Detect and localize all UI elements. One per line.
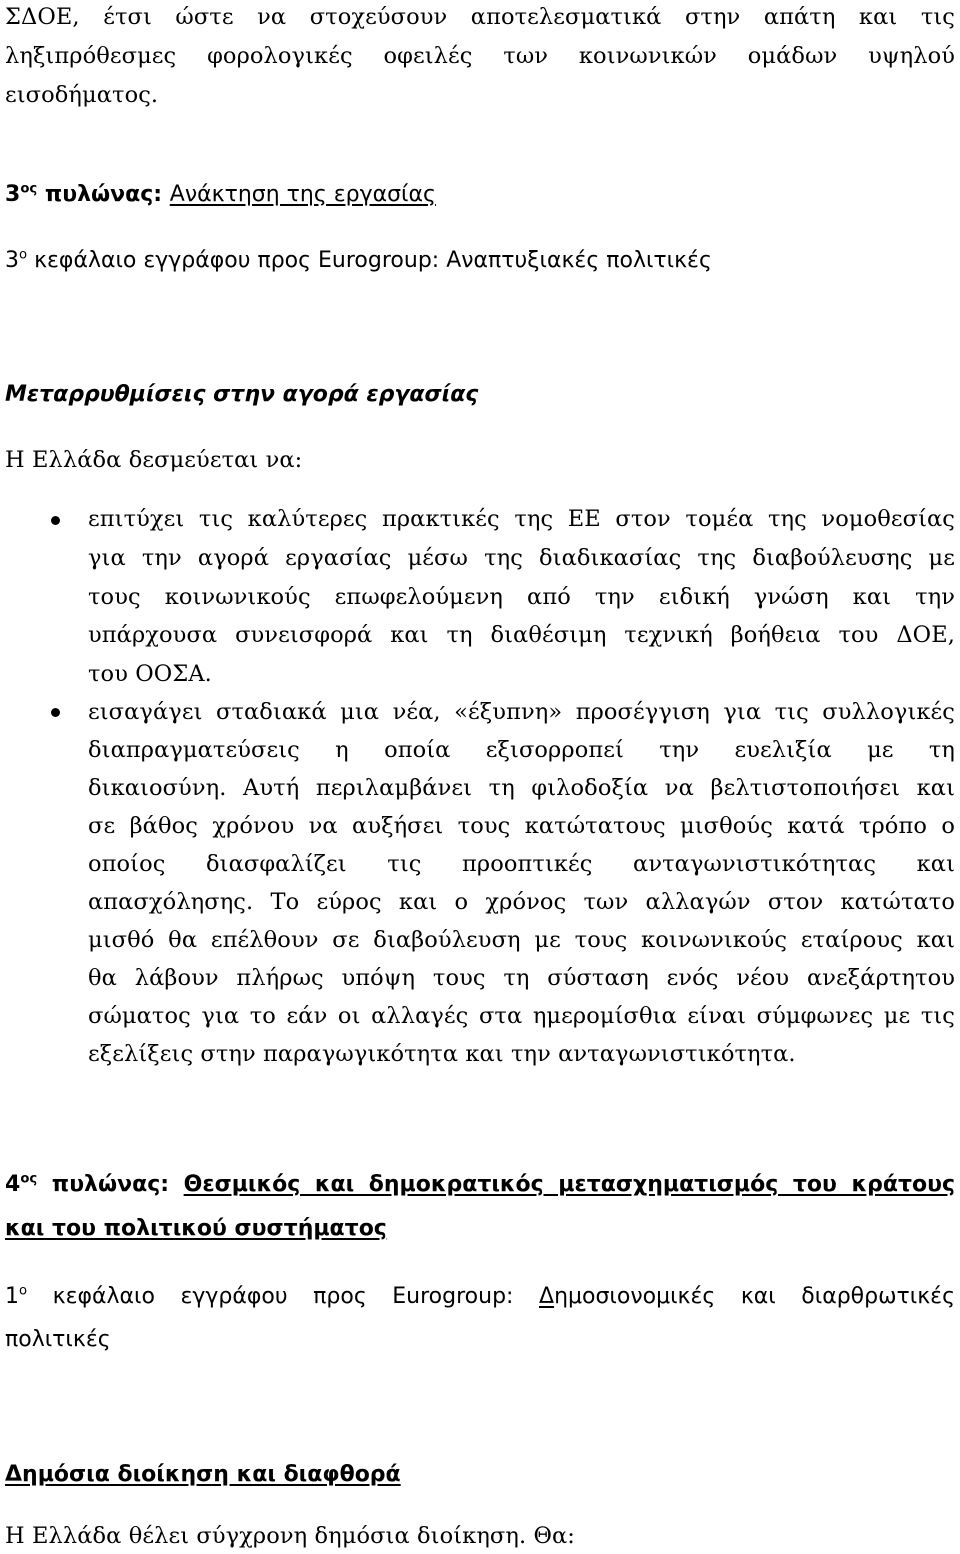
admin-intro-text: Η Ελλάδα θέλει σύγχρονη δημόσια διοίκηση. Θα: <box>5 1523 575 1549</box>
bullet2-line-1: εισαγάγει σταδιακά μια νέα, «έξυπνη» προσέγγιση για τις συλλογικές <box>88 699 955 725</box>
bullet-dot-2 <box>51 708 60 717</box>
section-title-labour: Μεταρρυθμίσεις στην αγορά εργασίας <box>5 382 479 407</box>
pillar3-chapter-text: κεφάλαιο εγγράφου προς Eurogroup: Αναπτυξιακές πολιτικές <box>27 248 712 273</box>
pillar4-num: 4 <box>5 1172 21 1197</box>
bullet1-line-1: επιτύχει τις καλύτερες πρακτικές της ΕΕ στον τομέα της νομοθεσίας <box>88 506 955 532</box>
section-title-admin: Δημόσια διοίκηση και διαφθορά <box>5 1462 401 1487</box>
bullet2-line-5: οποίος διασφαλίζει τις προοπτικές ανταγωνιστικότητας και <box>88 851 955 877</box>
bullet1-line-5: του ΟΟΣΑ. <box>88 661 212 687</box>
intro-line-1: ΣΔΟΕ, έτσι ώστε να στοχεύσουν αποτελεσματικά στην απάτη και τις <box>5 4 955 30</box>
bullet2-line-4: σε βάθος χρόνου να αυξήσει τους κατώτατους μισθούς κατά τρόπο ο <box>88 813 955 839</box>
pillar3-chapter-sup: ο <box>19 247 28 263</box>
bullet-dot-1 <box>51 516 60 525</box>
bullet2-line-7: μισθό θα επέλθουν σε διαβούλευση με τους κοινωνικούς εταίρους και <box>88 927 955 953</box>
commit-text: Η Ελλάδα δεσμεύεται να: <box>5 447 303 473</box>
bullet1-line-2: για την αγορά εργασίας μέσω της διαδικασίας της διαβούλευσης με <box>88 545 955 571</box>
pillar4-heading-line-1 <box>5 1170 955 1200</box>
bullet2-line-3: δικαιοσύνη. Αυτή περιλαμβάνει τη φιλοδοξία να βελτιστοποιήσει και <box>88 775 955 801</box>
bullet2-line-6: απασχόλησης. Το εύρος και ο χρόνος των αλλαγών στον κατώτατο <box>88 889 955 915</box>
pillar4-chapter-line-2: πολιτικές <box>5 1327 111 1352</box>
bullet1-line-3: τους κοινωνικούς επωφελούμενη από την ειδική γνώση και την <box>88 584 955 610</box>
intro-line-2: ληξιπρόθεσμες φορολογικές οφειλές των κοινωνικών ομάδων υψηλού <box>5 43 955 69</box>
pillar3-num: 3 <box>5 182 21 207</box>
intro-line-3: εισοδήματος. <box>5 82 159 108</box>
pillar4-chapter-text: κεφάλαιο εγγράφου προς Eurogroup: <box>27 1284 540 1309</box>
bullet2-line-8: θα λάβουν πλήρως υπόψη τους τη σύσταση ενός νέου ανεξάρτητου <box>88 965 955 991</box>
pillar3-chapter <box>5 246 712 276</box>
pillar4-title-line-2: και του πολιτικού συστήματος <box>5 1216 387 1241</box>
pillar3-chapter-num: 3 <box>5 248 19 273</box>
bullet2-line-2: διαπραγματεύσεις η οποία εξισορροπεί την ευελιξία με τη <box>88 737 955 763</box>
pillar4-chapter-sup: ο <box>19 1283 28 1299</box>
bullet2-line-9: σώματος για το εάν οι αλλαγές στα ημερομίσθια είναι σύμφωνες με τις <box>88 1003 955 1029</box>
pillar3-label: πυλώνας: <box>37 182 170 207</box>
pillar4-chapter-rest: ημοσιονομικές και διαρθρωτικές <box>554 1284 955 1309</box>
pillar3-heading <box>5 180 436 210</box>
pillar4-label: πυλώνας: <box>37 1172 184 1197</box>
pillar4-chapter-num: 1 <box>5 1284 19 1309</box>
bullet2-line-10: εξελίξεις στην παραγωγικότητα και την ανταγωνιστικότητα. <box>88 1041 796 1067</box>
bullet1-line-4: υπάρχουσα συνεισφορά και τη διαθέσιμη τεχνική βοήθεια του ΔΟΕ, <box>88 622 955 648</box>
pillar3-sup: ος <box>20 181 38 197</box>
pillar4-chapter-underlined: Δ <box>539 1284 555 1309</box>
pillar3-title: Ανάκτηση της εργασίας <box>169 182 436 207</box>
pillar4-sup: ος <box>20 1171 38 1187</box>
pillar4-chapter-line-1 <box>5 1282 955 1312</box>
pillar4-title-line-1: Θεσμικός και δημοκρατικός μετασχηματισμός του κράτους <box>183 1172 955 1197</box>
